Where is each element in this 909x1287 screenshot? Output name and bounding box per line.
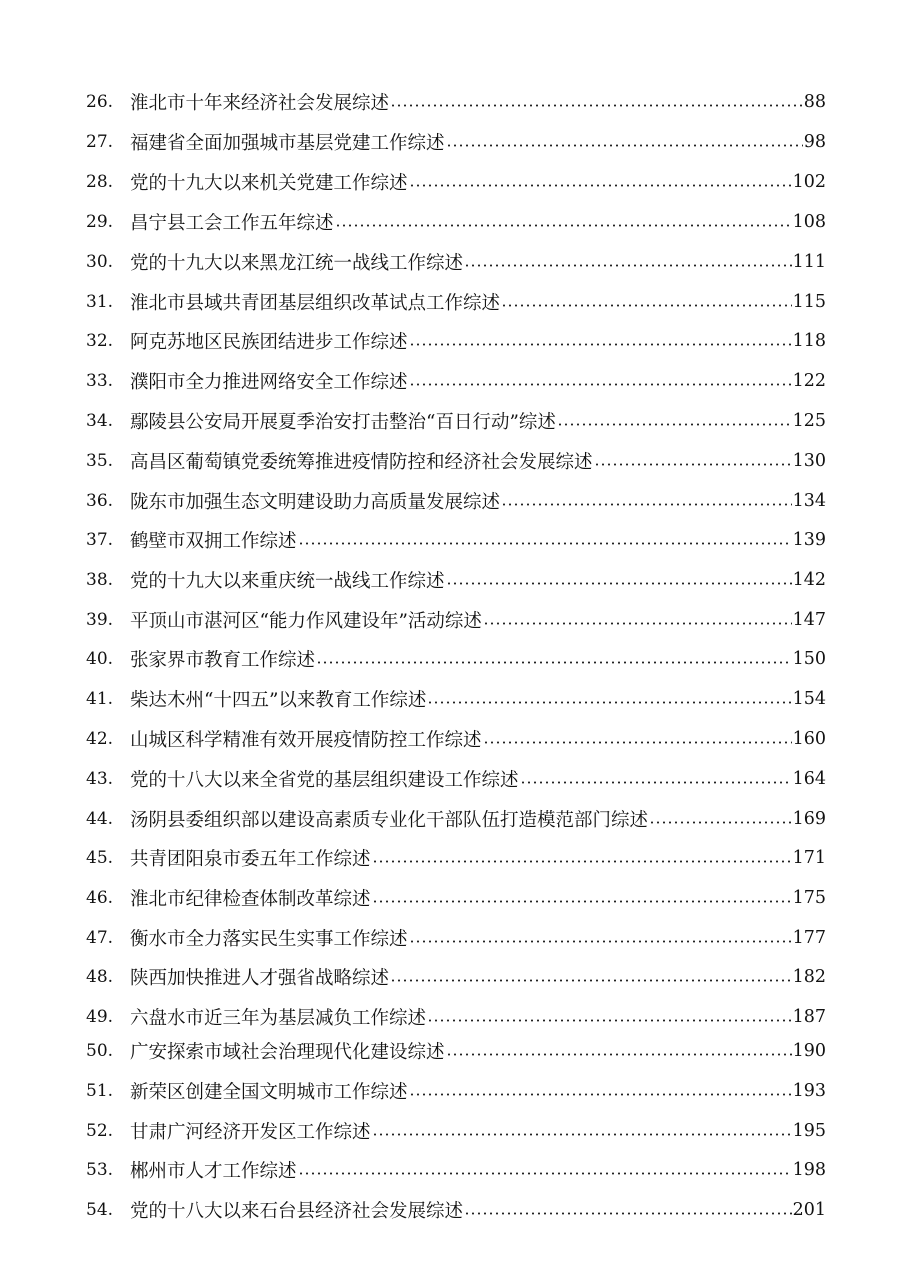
toc-entry-title: 党的十九大以来黑龙江统一战线工作综述	[130, 253, 464, 274]
dot-leader	[409, 343, 792, 346]
toc-entry-page-number: 169	[792, 809, 826, 829]
toc-entry-number: 33.	[86, 371, 114, 391]
toc-entry[interactable]	[86, 566, 826, 594]
toc-entry[interactable]	[86, 367, 826, 395]
toc-entry-title: 六盘水市近三年为基层减负工作综述	[130, 1008, 427, 1029]
toc-entry[interactable]	[86, 1117, 826, 1145]
dot-leader	[557, 423, 792, 426]
toc-entry-title: 淮北市县域共青团基层组织改革试点工作综述	[130, 293, 501, 314]
dot-leader	[446, 1053, 792, 1056]
toc-entry[interactable]	[86, 248, 826, 276]
dot-leader	[649, 821, 792, 824]
toc-entry-number: 52.	[86, 1121, 114, 1141]
toc-entry-title: 淮北市十年来经济社会发展综述	[130, 93, 390, 114]
toc-entry[interactable]	[86, 884, 826, 912]
toc-entry[interactable]	[86, 645, 826, 673]
dot-leader	[594, 463, 792, 466]
toc-entry-page-number: 198	[792, 1160, 826, 1180]
toc-entry[interactable]	[86, 765, 826, 793]
toc-entry-page-number: 142	[792, 570, 826, 590]
toc-entry-page-number: 108	[792, 212, 826, 232]
toc-entry-page-number: 134	[792, 491, 826, 511]
toc-entry-page-number: 102	[792, 172, 826, 192]
toc-entry[interactable]	[86, 487, 826, 515]
toc-entry-page-number: 139	[792, 530, 826, 550]
toc-entry-title: 汤阴县委组织部以建设高素质专业化干部队伍打造模范部门综述	[130, 810, 649, 831]
toc-entry-number: 47.	[86, 928, 114, 948]
toc-entry[interactable]	[86, 805, 826, 833]
dot-leader	[501, 304, 792, 307]
toc-entry-number: 41.	[86, 689, 114, 709]
dot-leader	[464, 264, 792, 267]
dot-leader	[427, 1019, 792, 1022]
toc-entry-number: 46.	[86, 888, 114, 908]
toc-entry-page-number: 118	[792, 331, 826, 351]
toc-entry-page-number: 147	[792, 610, 826, 630]
dot-leader	[409, 1093, 792, 1096]
dot-leader	[464, 1212, 792, 1215]
toc-entry-number: 29.	[86, 212, 114, 232]
dot-leader	[316, 661, 792, 664]
toc-entry[interactable]	[86, 725, 826, 753]
toc-entry[interactable]	[86, 88, 826, 116]
dot-leader	[409, 940, 792, 943]
toc-entry-number: 49.	[86, 1007, 114, 1027]
toc-entry-page-number: 154	[792, 689, 826, 709]
toc-entry-number: 54.	[86, 1200, 114, 1220]
toc-entry-number: 51.	[86, 1081, 114, 1101]
toc-entry[interactable]	[86, 407, 826, 435]
toc-entry-page-number: 182	[792, 967, 826, 987]
toc-entry[interactable]	[86, 1003, 826, 1031]
toc-entry-title: 鹤壁市双拥工作综述	[130, 531, 297, 552]
toc-entry-number: 44.	[86, 809, 114, 829]
dot-leader	[427, 701, 791, 704]
dot-leader	[372, 860, 792, 863]
toc-entry-page-number: 130	[792, 451, 826, 471]
toc-entry[interactable]	[86, 1156, 826, 1184]
dot-leader	[390, 979, 792, 982]
toc-entry-number: 43.	[86, 769, 114, 789]
toc-entry-number: 48.	[86, 967, 114, 987]
toc-entry-page-number: 187	[792, 1007, 826, 1027]
toc-entry-page-number: 115	[792, 292, 826, 312]
toc-entry-title: 张家界市教育工作综述	[130, 650, 316, 671]
dot-leader	[446, 582, 792, 585]
toc-entry[interactable]	[86, 924, 826, 952]
toc-entry-page-number: 125	[792, 411, 826, 431]
toc-entry-title: 衡水市全力落实民生实事工作综述	[130, 929, 408, 950]
dot-leader	[409, 383, 792, 386]
toc-entry-title: 鄢陵县公安局开展夏季治安打击整治“百日行动”综述	[130, 412, 556, 433]
toc-entry-title: 新荣区创建全国文明城市工作综述	[130, 1082, 408, 1103]
toc-entry-title: 党的十九大以来机关党建工作综述	[130, 173, 408, 194]
dot-leader	[298, 542, 792, 545]
toc-entry-number: 45.	[86, 848, 114, 868]
toc-entry-title: 党的十九大以来重庆统一战线工作综述	[130, 571, 445, 592]
toc-entry-number: 36.	[86, 491, 114, 511]
toc-entry[interactable]	[86, 208, 826, 236]
dot-leader	[520, 781, 792, 784]
toc-entry[interactable]	[86, 288, 826, 316]
toc-entry[interactable]	[86, 1077, 826, 1105]
toc-entry-number: 50.	[86, 1041, 114, 1061]
toc-entry[interactable]	[86, 128, 826, 156]
dot-leader	[501, 503, 792, 506]
toc-entry-title: 淮北市纪律检查体制改革综述	[130, 889, 371, 910]
toc-entry[interactable]	[86, 1196, 826, 1224]
toc-entry-number: 39.	[86, 610, 114, 630]
dot-leader	[483, 622, 792, 625]
dot-leader	[409, 184, 792, 187]
toc-entry-page-number: 122	[792, 371, 826, 391]
toc-entry-number: 27.	[86, 132, 114, 152]
toc-entry-page-number: 177	[792, 928, 826, 948]
toc-entry-page-number: 98	[803, 132, 826, 152]
toc-entry-title: 共青团阳泉市委五年工作综述	[130, 849, 371, 870]
toc-entry[interactable]	[86, 447, 826, 475]
toc-entry-title: 高昌区葡萄镇党委统筹推进疫情防控和经济社会发展综述	[130, 452, 593, 473]
toc-entry-title: 昌宁县工会工作五年综述	[130, 213, 334, 234]
toc-entry-title: 甘肃广河经济开发区工作综述	[130, 1122, 371, 1143]
toc-entry-title: 福建省全面加强城市基层党建工作综述	[130, 133, 445, 154]
toc-entry-title: 阿克苏地区民族团结进步工作综述	[130, 332, 408, 353]
dot-leader	[298, 1172, 792, 1175]
toc-entry[interactable]	[86, 844, 826, 872]
toc-entry[interactable]	[86, 327, 826, 355]
toc-entry[interactable]	[86, 685, 826, 713]
toc-entry-number: 30.	[86, 252, 114, 272]
dot-leader	[335, 224, 792, 227]
dot-leader	[446, 144, 803, 147]
toc-entry-title: 陕西加快推进人才强省战略综述	[130, 968, 390, 989]
toc-entry-title: 党的十八大以来全省党的基层组织建设工作综述	[130, 770, 519, 791]
toc-entry-number: 53.	[86, 1160, 114, 1180]
toc-entry-title: 广安探索市域社会治理现代化建设综述	[130, 1042, 445, 1063]
toc-entry-page-number: 164	[792, 769, 826, 789]
toc-entry-page-number: 160	[792, 729, 826, 749]
toc-entry-title: 平顶山市湛河区“能力作风建设年”活动综述	[130, 611, 482, 632]
toc-entry[interactable]	[86, 1037, 826, 1065]
dot-leader	[483, 741, 792, 744]
dot-leader	[372, 900, 792, 903]
toc-entry-number: 38.	[86, 570, 114, 590]
toc-entry-page-number: 111	[792, 252, 826, 272]
toc-entry-title: 山城区科学精准有效开展疫情防控工作综述	[130, 730, 482, 751]
toc-entry-page-number: 190	[792, 1041, 826, 1061]
toc-entry-number: 28.	[86, 172, 114, 192]
toc-entry-page-number: 201	[792, 1200, 826, 1220]
toc-entry-number: 34.	[86, 411, 114, 431]
toc-entry[interactable]	[86, 168, 826, 196]
toc-entry-page-number: 195	[792, 1121, 826, 1141]
toc-entry-page-number: 171	[792, 848, 826, 868]
toc-entry-number: 35.	[86, 451, 114, 471]
dot-leader	[390, 104, 803, 107]
toc-entry-title: 陇东市加强生态文明建设助力高质量发展综述	[130, 492, 501, 513]
toc-entry-page-number: 88	[803, 92, 826, 112]
toc-entry-number: 37.	[86, 530, 114, 550]
toc-entry-page-number: 150	[792, 649, 826, 669]
toc-entry[interactable]	[86, 526, 826, 554]
toc-entry-number: 26.	[86, 92, 114, 112]
toc-entry-number: 32.	[86, 331, 114, 351]
toc-entry-page-number: 175	[792, 888, 826, 908]
toc-entry-title: 濮阳市全力推进网络安全工作综述	[130, 372, 408, 393]
toc-entry-title: 柴达木州“十四五”以来教育工作综述	[130, 690, 427, 711]
toc-entry-title: 郴州市人才工作综述	[130, 1161, 297, 1182]
toc-entry-number: 31.	[86, 292, 114, 312]
toc-entry-title: 党的十八大以来石台县经济社会发展综述	[130, 1201, 464, 1222]
toc-entry-number: 42.	[86, 729, 114, 749]
toc-entry-page-number: 193	[792, 1081, 826, 1101]
dot-leader	[372, 1133, 792, 1136]
toc-entry-number: 40.	[86, 649, 114, 669]
toc-entry[interactable]	[86, 963, 826, 991]
toc-entry[interactable]	[86, 606, 826, 634]
